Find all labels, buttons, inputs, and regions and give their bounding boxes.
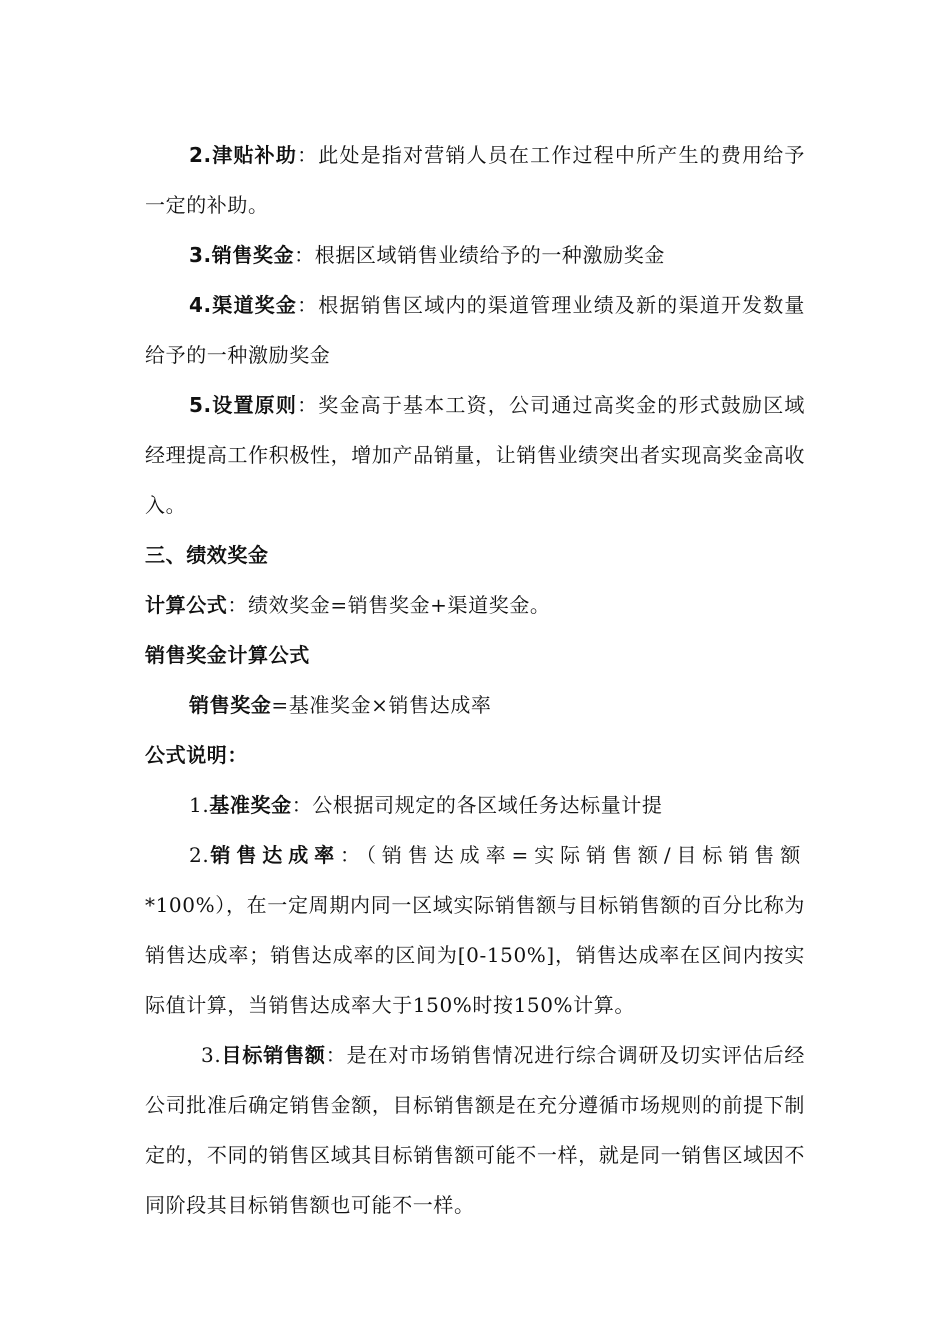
text-target-sales: ：是在对市场销售情况进行综合调研及切实评估后经公司批准后确定销售金额，目标销售额是在充分遵循市场规则的前提下制定的，不同的销售区域其目标销售额可能不一样，就是同一销售区域因不同阶段其目标销售额也可能不一样。 xyxy=(145,1043,805,1217)
paragraph-sales-bonus xyxy=(145,230,805,280)
text-principle: ：奖金高于基本工资，公司通过高奖金的形式鼓励区域经理提高工作积极性，增加产品销量，让销售业绩突出者实现高奖金高收入。 xyxy=(145,393,805,517)
term-target-sales: 目标销售额 xyxy=(221,1043,326,1067)
heading-formula-notes: 公式说明： xyxy=(145,743,248,767)
text-achievement-rate: *100%），在一定周期内同一区域实际销售额与目标销售额的百分比称为销售达成率；销售达成率的区间为[0-150%]，销售达成率在区间内按实际值计算，当销售达成率大于150%时按150%计算。 xyxy=(145,893,805,1017)
text-achievement-rate-first: ：（销售达成率=实际销售额/目标销售额 xyxy=(340,843,805,867)
heading-sales-formula: 销售奖金计算公式 xyxy=(145,643,310,667)
paragraph-allowance xyxy=(145,130,805,230)
paragraph-formula xyxy=(145,580,805,630)
paragraph-target-sales xyxy=(145,1030,805,1230)
text-allowance: ：此处是指对营销人员在工作过程中所产生的费用给予一定的补助。 xyxy=(145,143,805,217)
term-channel-bonus: 4.渠道奖金 xyxy=(189,293,298,317)
term-formula: 计算公式 xyxy=(145,593,228,617)
text-sales-formula: =基准奖金×销售达成率 xyxy=(271,693,492,717)
term-sales-formula: 销售奖金 xyxy=(189,693,272,717)
text-base-bonus: ：公根据司规定的各区域任务达标量计提 xyxy=(291,793,663,817)
text-formula: ：绩效奖金=销售奖金+渠道奖金。 xyxy=(227,593,551,617)
num-base-bonus: 1. xyxy=(189,793,210,817)
term-principle: 5.设置原则 xyxy=(189,393,298,417)
heading-performance-bonus: 三、绩效奖金 xyxy=(145,543,269,567)
num-achievement-rate: 2. xyxy=(189,843,210,867)
term-sales-bonus: 3.销售奖金 xyxy=(189,243,295,267)
document-page xyxy=(145,130,805,1230)
num-target-sales: 3. xyxy=(201,1043,222,1067)
term-base-bonus: 基准奖金 xyxy=(209,793,292,817)
paragraph-base-bonus xyxy=(145,780,805,830)
text-sales-bonus: ：根据区域销售业绩给予的一种激励奖金 xyxy=(294,243,665,267)
paragraph-sales-formula xyxy=(145,680,805,730)
term-allowance: 2.津贴补助 xyxy=(189,143,298,167)
term-achievement-rate: 销售达成率 xyxy=(209,843,341,867)
paragraph-channel-bonus xyxy=(145,280,805,380)
paragraph-principle xyxy=(145,380,805,530)
text-channel-bonus: ：根据销售区域内的渠道管理业绩及新的渠道开发数量给予的一种激励奖金 xyxy=(145,293,805,367)
paragraph-achievement-rate xyxy=(145,830,805,1030)
